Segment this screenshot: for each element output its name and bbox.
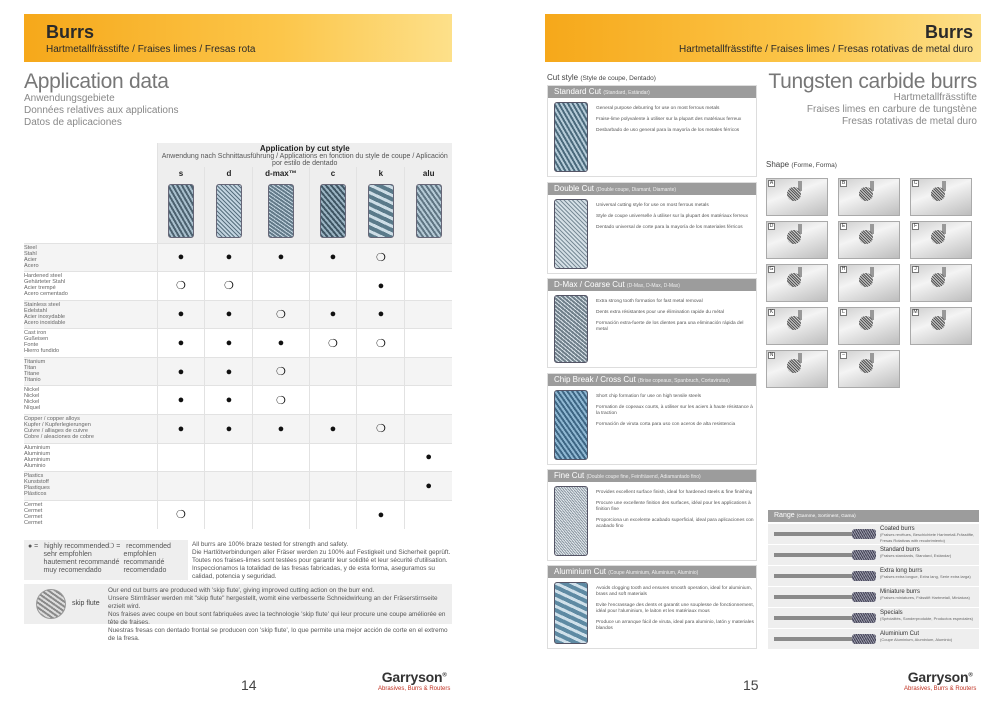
cut-style-header: D-Max / Coarse Cut (D-Max, D-Max, D-Max) [548, 279, 756, 291]
range-item-sub: (Fraises revêtues, Beschichtete Hartmetall-Frässtifte, Fresas Rotativas with recubrimiento) [880, 532, 975, 543]
burr-icon [774, 553, 874, 557]
rating-cell [253, 472, 309, 501]
burr-image [554, 199, 588, 269]
burr-icon [774, 595, 874, 599]
shape-letter: N [769, 352, 774, 358]
rating-cell: ● [157, 329, 205, 358]
header-banner [24, 14, 452, 62]
page-number: 14 [241, 677, 257, 693]
range-item [768, 524, 979, 544]
burr-image [554, 295, 588, 363]
burr-image [357, 179, 405, 243]
rating-cell: ● [205, 386, 253, 415]
logo-tagline: Abrasives, Burrs & Routers [904, 686, 977, 692]
shape-image [838, 307, 900, 345]
rating-cell [309, 500, 357, 529]
shape-image [838, 350, 900, 388]
burr-tool-icon [859, 230, 873, 244]
burr-image [554, 102, 588, 172]
range-item-title: Miniature burrs [880, 589, 921, 595]
burr-image [554, 486, 588, 556]
page-subtitle-es: Datos de aplicaciones [24, 117, 122, 128]
shape-letter: A [769, 180, 774, 186]
burr-tool-icon [931, 316, 945, 330]
table-row [24, 300, 452, 329]
burr-tool-icon [787, 230, 801, 244]
cut-style-header: Double Cut (Double coupe, Diamant, Diamante) [548, 183, 756, 195]
cut-style-header: Chip Break / Cross Cut (Brise copeaux, Spanbruch, Cortavirutas) [548, 374, 756, 386]
legend [24, 540, 188, 580]
shape-letter: D [769, 223, 774, 229]
shape-letter: G [769, 266, 774, 272]
shape-letter: K [769, 309, 774, 315]
burr-icon [774, 616, 874, 620]
table-row [24, 386, 452, 415]
table-row [24, 443, 452, 472]
table-row [24, 243, 452, 272]
material-label: Titanium Titan Titane Titanio [24, 357, 157, 386]
rating-cell: ❍ [309, 329, 357, 358]
table-row [24, 272, 452, 301]
rating-cell [405, 329, 452, 358]
burr-tool-icon [931, 187, 945, 201]
range-item [768, 587, 979, 607]
rating-cell: ● [405, 443, 452, 472]
shape-grid [766, 178, 976, 393]
rating-cell [309, 357, 357, 386]
rating-cell [309, 472, 357, 501]
rating-cell [357, 443, 405, 472]
shape-letter: L [840, 309, 847, 316]
legend-highly-recommended: ● = highly recommended sehr empfohlen hautement recommandé muy recomendado [28, 543, 120, 574]
burr-icon [774, 574, 874, 578]
rating-cell: ❍ [253, 386, 309, 415]
range-header: Range (Gamme, Sortiment, Gama) [768, 510, 979, 522]
skip-flute-label: skip flute [72, 600, 100, 607]
column-header-1: d [205, 167, 253, 179]
burr-image [405, 179, 452, 243]
range-item-sub: (Fraises miniatures, Frässtift Hartmetall, Miniatura) [880, 595, 970, 600]
rating-cell: ● [205, 300, 253, 329]
banner-subtitle: Hartmetallfrässtifte / Fraises limes / Fresas rota [46, 44, 256, 55]
logo-name: Garryson [907, 669, 969, 685]
shape-letter: E [841, 223, 846, 229]
rating-cell: ❍ [253, 300, 309, 329]
rating-cell: ● [205, 415, 253, 444]
rating-cell [253, 500, 309, 529]
cut-style-box [547, 85, 757, 177]
range-item [768, 545, 979, 565]
rating-cell [205, 500, 253, 529]
burr-tool-icon [787, 273, 801, 287]
braze-note: All burrs are 100% braze tested for strength and safety. Die Hartlötverbindungen aller Fräser werden zu 100% auf Festigkeit und Sicherheit geprüft. Toutes nos fraises-limes sont testées pour garantir leur solidité et leur sécurité d'utilisation. Inspeccionamos la totalidad de las fresas fabricadas, y de esta forma, aseguramos su calidad, potencia y seguridad. [192, 541, 451, 580]
rating-cell: ● [357, 300, 405, 329]
range-item-sub: (Coupe Aluminium, Aluminium, Aluminio) [880, 637, 953, 642]
range-item [768, 608, 979, 628]
rating-cell [253, 272, 309, 301]
material-label: Aluminium Aluminium Aluminium Aluminio [24, 443, 157, 472]
material-label: Stainless steel Edelstahl Acier inoxydable Acero inoxidable [24, 300, 157, 329]
rating-cell: ● [309, 300, 357, 329]
cut-style-description: Extra strong tooth formation for fast metal removal Dents extra résistantes pour une élimination rapide du métal Formación extra-fuerte de los dientes para una eliminación rápida del metal [596, 299, 744, 332]
burr-image [309, 179, 357, 243]
material-label: Hardened steel Gehärteter Stahl Acier trempé Acero cementado [24, 272, 157, 301]
rating-cell: ❍ [357, 329, 405, 358]
rating-cell: ● [253, 243, 309, 272]
shape-image [838, 178, 900, 216]
rating-cell: ● [157, 386, 205, 415]
rating-cell [157, 472, 205, 501]
rating-cell [405, 243, 452, 272]
burr-tool-icon [859, 273, 873, 287]
page-subtitle-fr: Données relatives aux applications [24, 105, 179, 116]
rating-cell: ● [157, 243, 205, 272]
column-header-2: d-max™ [253, 167, 309, 179]
rating-cell [205, 472, 253, 501]
shape-letter: F [913, 223, 918, 229]
range-item-title: Extra long burrs [880, 568, 923, 574]
table-row [24, 500, 452, 529]
rating-cell [157, 443, 205, 472]
logo-reg: ® [968, 672, 973, 679]
garryson-logo [378, 669, 450, 692]
rating-cell [405, 500, 452, 529]
rating-cell [405, 415, 452, 444]
rating-cell: ● [157, 357, 205, 386]
rating-cell [309, 443, 357, 472]
table-subheading: Anwendung nach Schnittausführung / Applications en fonction du style de coupe / Aplicación por estilo de dentado [157, 153, 452, 167]
rating-cell [405, 272, 452, 301]
table-row [24, 415, 452, 444]
shape-image [766, 264, 828, 302]
cut-style-description: Short chip formation for use on high tensile steels Formation de copeaux courts, à utiliser sur les aciers à haute résistance à la traction Formación de viruta corta para uso con aceros de alta resistencia [596, 394, 753, 427]
cut-style-description: Provides excellent surface finish, ideal for hardened steels & fine finishing Procure une excellente finition des surfaces, idéal pour les applications à finition fine Proporciona un excelente acabado superficial, ideal para aplicaciones con acabado fino [596, 490, 754, 529]
rating-cell: ● [205, 243, 253, 272]
rating-cell: ● [253, 329, 309, 358]
cut-style-description: Universal cutting style for use on most ferrous metals Style de coupe universelle à utiliser sur la plupart des matériaux ferreux Dentado universal de corte para la mayoría de los materiales férricos [596, 203, 748, 230]
shape-image [910, 221, 972, 259]
column-header-4: k [357, 167, 405, 179]
burr-image [554, 582, 588, 644]
rating-cell [253, 443, 309, 472]
range-item [768, 566, 979, 586]
material-label: Copper / copper alloys Kupfer / Kupferlegierungen Cuivre / alliages de cuivre Cobre / aleaciones de cobre [24, 415, 157, 444]
shape-image [910, 264, 972, 302]
rating-cell: ❍ [157, 272, 205, 301]
burr-image [205, 179, 253, 243]
burr-tool-icon [787, 359, 801, 373]
range-item-title: Specials [880, 610, 903, 616]
rating-cell: ● [157, 300, 205, 329]
material-label: Steel Stahl Acier Acero [24, 243, 157, 272]
banner-title: Burrs [924, 22, 973, 42]
material-label: Plastics Kunststoff Plastiques Plásticos [24, 472, 157, 501]
column-header-3: c [309, 167, 357, 179]
material-label: Cast iron Gußeisen Fonte Hierro fundido [24, 329, 157, 358]
rating-cell [309, 386, 357, 415]
shape-letter: M [913, 309, 918, 315]
banner-subtitle: Hartmetallfrässtifte / Fraises limes / Fresas rotativas de metal duro [679, 44, 973, 55]
page-number: 15 [743, 677, 759, 693]
burr-tool-icon [859, 187, 873, 201]
page-title: Tungsten carbide burrs [768, 70, 977, 93]
rating-cell: ● [357, 272, 405, 301]
rating-cell [405, 386, 452, 415]
burr-tool-icon [859, 316, 873, 330]
rating-cell: ● [253, 415, 309, 444]
column-header-5: alu [405, 167, 452, 179]
cut-style-box [547, 182, 757, 274]
cut-style-box [547, 278, 757, 368]
range-box [768, 510, 979, 650]
rating-cell: ❍ [357, 415, 405, 444]
material-label: Nickel Nickel Nickel Níquel [24, 386, 157, 415]
shape-label: Shape (Forme, Forma) [766, 160, 837, 169]
range-item-sub: (Fraises standards, Standard, Estándar) [880, 553, 952, 558]
range-item [768, 629, 979, 649]
rating-cell: ● [205, 329, 253, 358]
rating-cell [405, 300, 452, 329]
rating-cell: ❍ [157, 500, 205, 529]
burr-image [157, 179, 205, 243]
burr-image [554, 390, 588, 460]
page-subtitle-de: Anwendungsgebiete [24, 93, 115, 104]
material-label: Cermet Cermet Cermet Cermet [24, 500, 157, 529]
page-title: Application data [24, 70, 169, 93]
shape-image [838, 221, 900, 259]
rating-cell: ● [205, 357, 253, 386]
skip-flute-text: Our end cut burrs are produced with 'skip flute', giving improved cutting action on the burr end. Unsere Stirnfräser werden mit "skip flute" hergestellt, womit eine verbesserte Schneidwirkung an der Fräserstirnseite erzielt wird. Nos fraises avec coupe en bout sont fabriquées avec la technologie 'skip flute' qui leur procure une coupe améliorée en tête de fraises. Nuestras fresas con dentado frontal se producen con 'skip flute', lo que permite una mejor acción de corte en el extremo de la fresa. [108, 587, 448, 642]
cut-style-header: Aluminium Cut (Coupe Aluminium, Aluminium, Aluminio) [548, 566, 756, 578]
burr-icon [774, 637, 874, 641]
rating-cell: ❍ [253, 357, 309, 386]
shape-letter: – [840, 352, 847, 359]
rating-cell [309, 272, 357, 301]
table-heading: Application by cut style [157, 143, 452, 153]
table-row [24, 472, 452, 501]
legend-recommended: ❍ = recommended empfohlen recommandé recomendado [108, 543, 171, 574]
rating-cell [357, 357, 405, 386]
burr-tool-icon [787, 316, 801, 330]
garryson-logo [904, 669, 976, 692]
shape-letter: B [841, 180, 846, 186]
shape-image [766, 178, 828, 216]
rating-cell: ● [357, 500, 405, 529]
burr-tool-icon [931, 230, 945, 244]
burr-icon [774, 532, 874, 536]
rating-cell [205, 443, 253, 472]
rating-cell: ❍ [357, 243, 405, 272]
range-item-title: Aluminium Cut [880, 631, 920, 637]
header-banner [545, 14, 981, 62]
page-subtitle: Hartmetallfrässtifte Fraises limes en carbure de tungstène Fresas rotativas de metal duro [806, 92, 977, 127]
rating-cell [405, 357, 452, 386]
cut-style-box [547, 373, 757, 465]
cut-style-box [547, 469, 757, 561]
burr-tool-icon [787, 187, 801, 201]
range-item-title: Coated burrs [880, 526, 915, 532]
cut-style-description: Avoids clogging tooth and ensures smooth operation, ideal for aluminium, brass and soft materials Evite l'encrassage des dents et garantit une souplesse de fonctionnement, idéal pour l'aluminium, le laiton et les matériaux mous Produce un arranque fácil de viruta, ideal para aluminio, latón y materiales blandos [596, 586, 754, 631]
table-row [24, 357, 452, 386]
rating-cell [357, 386, 405, 415]
shape-letter: C [913, 180, 918, 186]
shape-image [766, 350, 828, 388]
burr-image [253, 179, 309, 243]
skip-flute-icon [36, 589, 66, 619]
rating-cell: ● [309, 415, 357, 444]
rating-cell: ● [157, 415, 205, 444]
range-item-sub: (Fraises extra longue, Extra lang, Serie extra larga) [880, 574, 971, 579]
skip-flute-box [24, 584, 452, 642]
shape-image [838, 264, 900, 302]
rating-cell: ● [309, 243, 357, 272]
shape-letter: J [912, 266, 919, 273]
column-header-0: s [157, 167, 205, 179]
range-item-sub: (Spécialités, Sonderprodukte, Productos especiales) [880, 616, 973, 621]
shape-image [910, 178, 972, 216]
cut-style-header: Fine Cut (Double coupe fine, Feinfräsend, Adiamantado fino) [548, 470, 756, 482]
burr-tool-icon [931, 273, 945, 287]
range-item-title: Standard burrs [880, 547, 920, 553]
shape-image [910, 307, 972, 345]
cut-style-header: Standard Cut (Standard, Estándar) [548, 86, 756, 98]
cut-style-box [547, 565, 757, 649]
table-row [24, 329, 452, 358]
burr-tool-icon [859, 359, 873, 373]
rating-cell [357, 472, 405, 501]
banner-title: Burrs [46, 22, 95, 42]
rating-cell: ● [405, 472, 452, 501]
shape-image [766, 221, 828, 259]
shape-image [766, 307, 828, 345]
shape-letter: H [841, 266, 846, 272]
application-table [24, 143, 452, 529]
logo-reg: ® [442, 672, 447, 679]
cut-style-description: General purpose deburring for use on most ferrous metals Fraise-lime polyvalente à utiliser sur la plupart des matériaux ferreux Desbarbado de uso general para la mayoría de los metales férricos [596, 106, 742, 133]
logo-name: Garryson [381, 669, 443, 685]
logo-tagline: Abrasives, Burrs & Routers [378, 686, 451, 692]
cut-style-label: Cut style (Style de coupe, Dentado) [547, 73, 656, 82]
rating-cell: ❍ [205, 272, 253, 301]
